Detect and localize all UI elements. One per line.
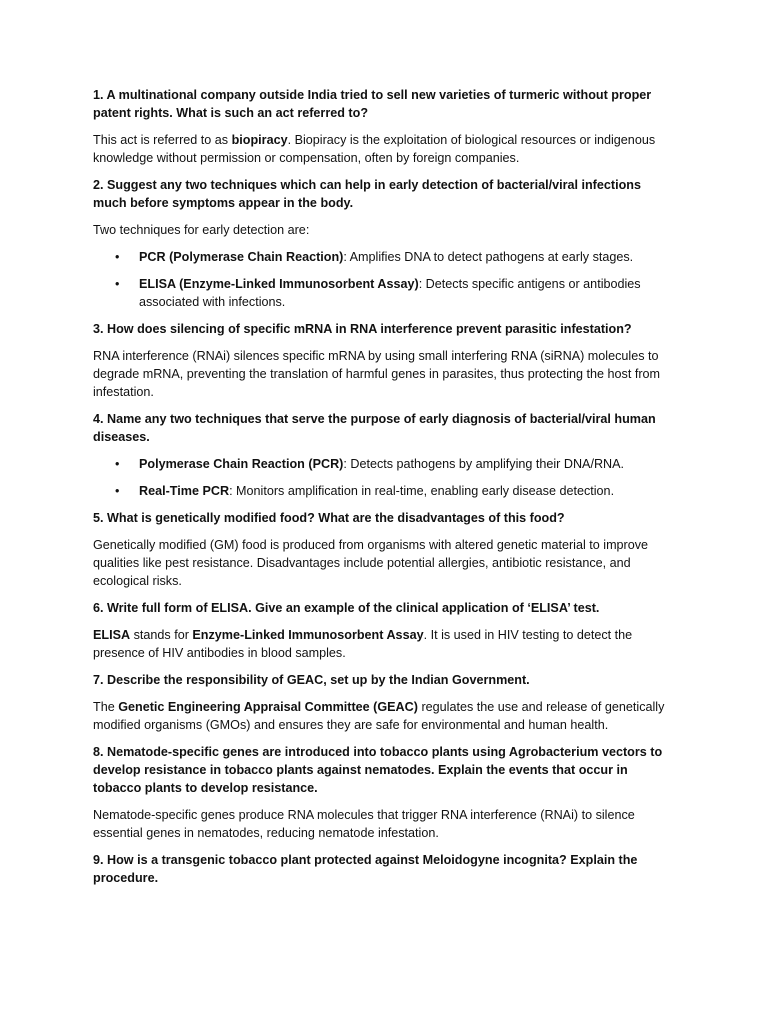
answer-7-term: Genetic Engineering Appraisal Committee (GEAC) [118, 700, 418, 714]
bullet-icon: • [115, 457, 120, 471]
answer-1-text-b: . Biopiracy is the exploitation of biological resources or indigenous knowledge without permission or compensation, often by foreign companies. [93, 133, 656, 165]
answer-3: RNA interference (RNAi) silences specific mRNA by using small interfering RNA (siRNA) molecules to degrade mRNA, preventing the translation of harmful genes in parasites, thus protecting the host from infestation. [93, 349, 661, 399]
answer-6-term-b: Enzyme-Linked Immunosorbent Assay [192, 628, 424, 642]
list-item-text: : Monitors amplification in real-time, enabling early disease detection. [229, 484, 615, 498]
list-item [93, 455, 678, 473]
answer-6-text-a: stands for [130, 628, 193, 642]
list-item-text: : Amplifies DNA to detect pathogens at early stages. [343, 250, 634, 264]
list-item-text: : Detects pathogens by amplifying their DNA/RNA. [343, 457, 625, 471]
answer-1-text-a: This act is referred to as [93, 133, 232, 147]
answer-6 [93, 626, 678, 662]
list-item-term: Real-Time PCR [139, 484, 230, 498]
list-item [93, 275, 678, 311]
document-page [93, 86, 678, 896]
question-4: 4. Name any two techniques that serve the purpose of early diagnosis of bacterial/viral human diseases. [93, 412, 656, 444]
answer-6-term-a: ELISA [93, 628, 131, 642]
question-6: 6. Write full form of ELISA. Give an example of the clinical application of ‘ELISA’ test. [93, 601, 600, 615]
answer-7-text-b: regulates the use and release of genetically modified organisms (GMOs) and ensures they are safe for environmental and human health. [93, 700, 665, 732]
list-item-term: ELISA (Enzyme-Linked Immunosorbent Assay) [139, 277, 419, 291]
question-5: 5. What is genetically modified food? What are the disadvantages of this food? [93, 511, 565, 525]
answer-2-list [93, 248, 678, 311]
answer-2-intro: Two techniques for early detection are: [93, 223, 310, 237]
list-item-text: : Detects specific antigens or antibodies associated with infections. [139, 277, 641, 309]
question-1: 1. A multinational company outside India tried to sell new varieties of turmeric without proper patent rights. What is such an act referred to? [93, 88, 652, 120]
question-2: 2. Suggest any two techniques which can help in early detection of bacterial/viral infections much before symptoms appear in the body. [93, 178, 641, 210]
question-7: 7. Describe the responsibility of GEAC, set up by the Indian Government. [93, 673, 530, 687]
question-8: 8. Nematode-specific genes are introduced into tobacco plants using Agrobacterium vectors to develop resistance in tobacco plants against nematodes. Explain the events that occur in tobacco plants to develop resistance. [93, 745, 663, 795]
question-3: 3. How does silencing of specific mRNA in RNA interference prevent parasitic infestation? [93, 322, 632, 336]
answer-1 [93, 131, 678, 167]
question-9: 9. How is a transgenic tobacco plant protected against Meloidogyne incognita? Explain the procedure. [93, 853, 638, 885]
bullet-icon: • [115, 484, 120, 498]
answer-1-term: biopiracy [231, 133, 288, 147]
answer-6-text-b: . It is used in HIV testing to detect the presence of HIV antibodies in blood samples. [93, 628, 633, 660]
list-item [93, 248, 678, 266]
bullet-icon: • [115, 250, 120, 264]
answer-7-text-a: The [93, 700, 119, 714]
bullet-icon: • [115, 277, 120, 291]
answer-4-list [93, 455, 678, 500]
list-item-term: PCR (Polymerase Chain Reaction) [139, 250, 344, 264]
list-item-term: Polymerase Chain Reaction (PCR) [139, 457, 344, 471]
answer-8: Nematode-specific genes produce RNA molecules that trigger RNA interference (RNAi) to silence essential genes in nematodes, reducing nematode infestation. [93, 808, 635, 840]
answer-7 [93, 698, 678, 734]
answer-5: Genetically modified (GM) food is produced from organisms with altered genetic material to improve qualities like pest resistance. Disadvantages include potential allergies, antibiotic resistance, and ecological risks. [93, 538, 649, 588]
list-item [93, 482, 678, 500]
